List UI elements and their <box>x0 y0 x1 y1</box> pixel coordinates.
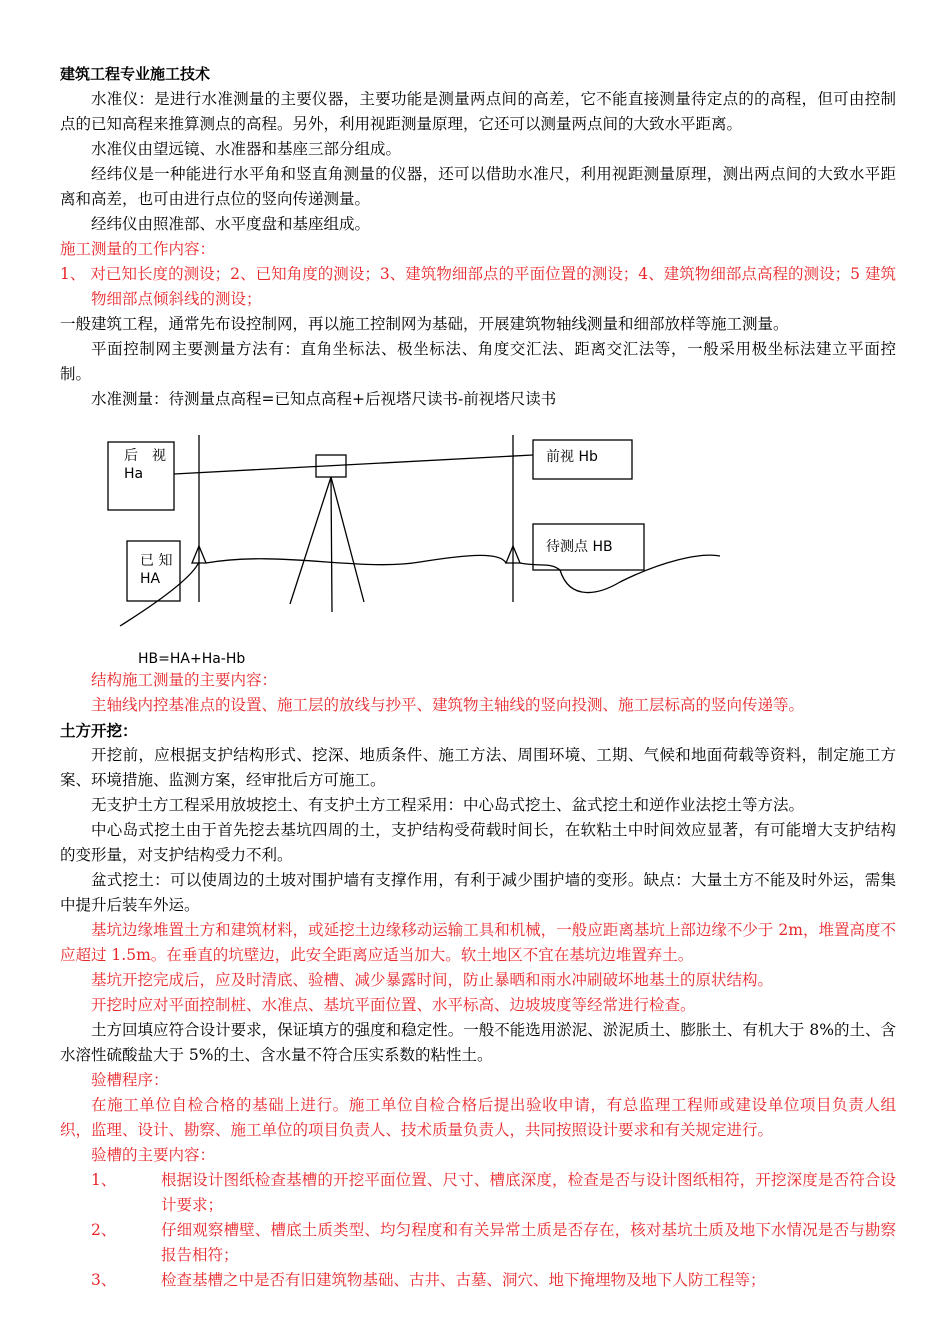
ground-right <box>520 555 720 592</box>
paragraph-survey-items: 1、 对已知长度的测设；2、已知角度的测设；3、建筑物细部点的平面位置的测设；4、建筑物细部点高程的测设；5 建筑物细部点倾斜线的测设； <box>60 265 896 308</box>
leveling-diagram-svg <box>60 412 896 668</box>
paragraph-excavation-checks: 开挖时应对平面控制桩、水准点、基坑平面位置、水平标高、边坡坡度等经常进行检查。 <box>91 996 696 1014</box>
heading-inspection-procedure: 验槽程序： <box>91 1071 169 1089</box>
heading-earthwork: 土方开挖： <box>60 721 138 740</box>
known-point-label: 已 知 HA <box>140 553 173 587</box>
backsight-label: 后 视 Ha <box>124 448 166 482</box>
paragraph-theodolite-parts: 经纬仪由照准部、水平度盘和基座组成。 <box>91 215 371 233</box>
paragraph-pit-edge-loading: 基坑边缘堆置土方和建筑材料，或延挖土边缘移动运输工具和机械，一般应距离基坑上部边缘不少于 2m，堆置高度不应超过 1.5m。在垂直的坑壁边，此安全距离应适当加大。软土地区不宜在基坑边堆置弃土。 <box>60 921 896 964</box>
paragraph-pit-completion: 基坑开挖完成后，应及时清底、验槽、减少暴露时间，防止暴晒和雨水冲刷破坏地基土的原状结构。 <box>91 971 774 989</box>
paragraph-basin-excavation: 盆式挖土：可以使周边的土坡对围护墙有支撑作用，有利于减少围护墙的变形。缺点：大量土方不能及时外运，需集中提升后装车外运。 <box>60 871 896 914</box>
tripod-leg-center <box>331 477 332 612</box>
foresight-label: 前视 Hb <box>546 449 598 465</box>
paragraph-excavation-methods: 无支护土方工程采用放坡挖土、有支护土方工程采用：中心岛式挖土、盆式挖土和逆作业法挖土等方法。 <box>91 796 805 814</box>
heading-structure-survey: 结构施工测量的主要内容： <box>91 671 278 689</box>
list-item-text: 检查基槽之中是否有旧建筑物基础、古井、古墓、洞穴、地下掩埋物及地下人防工程等； <box>161 1271 766 1289</box>
ground-middle <box>206 555 506 564</box>
paragraph-inspection-procedure: 在施工单位自检合格的基础上进行。施工单位自检合格后提出验收申请，有总监理工程师或建设单位项目负责人组织，监理、设计、勘察、施工单位的项目负责人、技术质量负责人，共同按照设计要求和有关规定进行。 <box>60 1096 896 1139</box>
paragraph-level-parts: 水准仪由望远镜、水准器和基座三部分组成。 <box>91 140 402 158</box>
list-item <box>91 1268 896 1293</box>
list-item-number: 1、 <box>91 1171 117 1189</box>
sight-line <box>174 455 533 474</box>
tripod-leg-right <box>331 477 364 602</box>
paragraph-control-network: 一般建筑工程，通常先布设控制网，再以施工控制网为基础，开展建筑物轴线测量和细部放样等施工测量。 <box>60 315 789 333</box>
paragraph-plane-control: 平面控制网主要测量方法有：直角坐标法、极坐标法、角度交汇法、距离交汇法等，一般采用极坐标法建立平面控制。 <box>60 340 896 383</box>
paragraph-leveling-formula: 水准测量：待测量点高程=已知点高程+后视塔尺读书-前视塔尺读书 <box>91 390 557 408</box>
list-item-number: 3、 <box>91 1271 117 1289</box>
paragraph-structure-survey: 主轴线内控基准点的设置、施工层的放线与抄平、建筑物主轴线的竖向投测、施工层标高的竖向传递等。 <box>91 696 805 714</box>
list-item <box>91 1168 896 1218</box>
document-page <box>60 62 896 1293</box>
list-item <box>91 1218 896 1268</box>
list-item-number: 2、 <box>91 1221 117 1239</box>
heading-survey-work: 施工测量的工作内容： <box>60 240 216 258</box>
paragraph-backfill: 土方回填应符合设计要求，保证填方的强度和稳定性。一般不能选用淤泥、淤泥质土、膨胀土、有机大于 8%的土、含水溶性硫酸盐大于 5%的土、含水量不符合压实系数的粘性土。 <box>60 1021 896 1064</box>
leveling-formula: HB=HA+Ha-Hb <box>138 651 246 667</box>
target-point-label: 待测点 HB <box>546 539 613 555</box>
paragraph-island-excavation: 中心岛式挖土由于首先挖去基坑四周的土，支护结构受荷载时间长，在软粘土中时间效应显著，有可能增大支护结构的变形量，对支护结构受力不利。 <box>60 821 896 864</box>
tripod-leg-left <box>290 477 331 604</box>
paragraph-level-instrument: 水准仪：是进行水准测量的主要仪器，主要功能是测量两点间的高差，它不能直接测量待定点的的高程，但可由控制点的已知高程来推算测点的高程。另外，利用视距测量原理，它还可以测量两点间的大致水平距离。 <box>60 90 896 133</box>
heading-inspection-content: 验槽的主要内容： <box>91 1146 216 1164</box>
list-item-text: 根据设计图纸检查基槽的开挖平面位置、尺寸、槽底深度，检查是否与设计图纸相符，开挖深度是否符合设计要求； <box>161 1171 896 1214</box>
paragraph-theodolite: 经纬仪是一种能进行水平角和竖直角测量的仪器，还可以借助水准尺，利用视距测量原理，测出两点间的大致水平距离和高差，也可由进行点位的竖向传递测量。 <box>60 165 896 208</box>
paragraph-excavation-plan: 开挖前，应根据支护结构形式、挖深、地质条件、施工方法、周围环境、工期、气候和地面荷载等资料，制定施工方案、环境措施、监测方案，经审批后方可施工。 <box>60 746 896 789</box>
doc-title: 建筑工程专业施工技术 <box>60 65 211 83</box>
list-item-text: 仔细观察槽壁、槽底土质类型、均匀程度和有关异常土质是否存在，核对基坑土质及地下水情况是否与勘察报告相符； <box>161 1221 896 1264</box>
leveling-diagram <box>60 412 896 668</box>
